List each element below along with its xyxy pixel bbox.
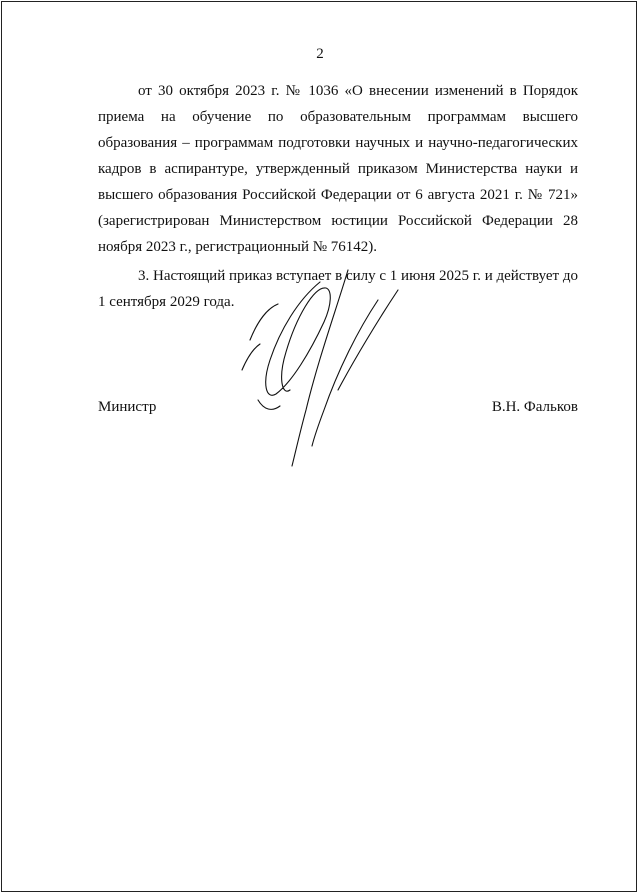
signatory-position: Министр [98,399,157,415]
handwritten-signature [228,260,408,470]
signatory-name: В.Н. Фальков [491,399,578,415]
page-number: 2 [316,46,324,62]
paragraph-continuation: от 30 октября 2023 г. № 1036 «О внесении изменений в Порядок приема на обучение по образовательным программам высшего образования – программам подготовки научных и научно-педагогических кадров в аспирантуре, утвержденный приказом Министерства науки и высшего образования Российской Федерации от 6 августа 2021 г. № 721» (зарегистрирован Министерством юстиции Российской Федерации 28 ноября 2023 г., регистрационный № 76142). [98,83,578,255]
paragraph-effective-date: 3. Настоящий приказ вступает в силу с 1 июня 2025 г. и действует до 1 сентября 2029 года. [98,268,578,310]
